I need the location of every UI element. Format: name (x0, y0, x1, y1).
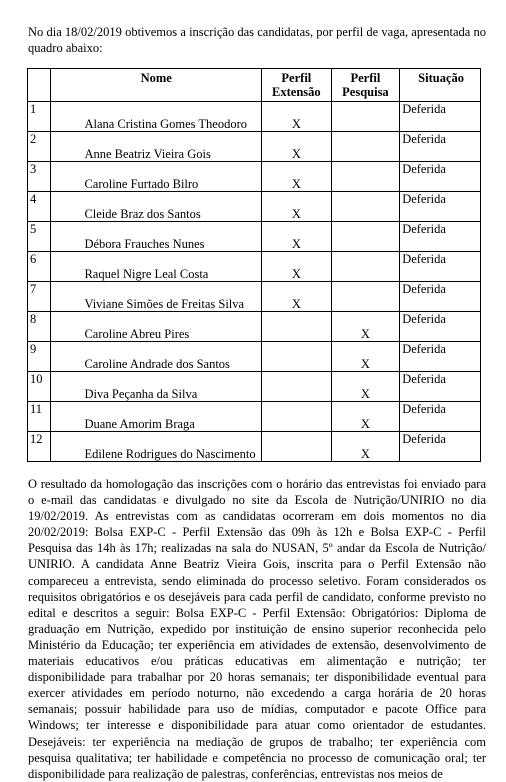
candidate-name: Raquel Nigre Leal Costa (84, 267, 209, 281)
status-cell: Deferida (400, 342, 481, 372)
research-cell (331, 192, 400, 222)
research-cell (331, 132, 400, 162)
research-mark: X (360, 387, 370, 401)
candidate-name-cell (51, 312, 262, 342)
table-row (28, 402, 481, 432)
extension-cell (262, 192, 332, 222)
status-cell: Deferida (400, 162, 481, 192)
research-mark (332, 102, 400, 117)
status-cell: Deferida (400, 222, 481, 252)
row-number: 10 (28, 372, 51, 402)
candidate-name: Edilene Rodrigues do Nascimento (84, 447, 256, 461)
row-number: 2 (28, 132, 51, 162)
extension-cell (262, 372, 332, 402)
row-number: 3 (28, 162, 51, 192)
research-mark: X (360, 357, 370, 371)
research-cell (331, 162, 400, 192)
status-cell: Deferida (400, 312, 481, 342)
extension-mark: X (291, 147, 301, 161)
candidate-name: Diva Peçanha da Silva (84, 387, 198, 401)
candidate-name-cell (51, 282, 262, 312)
row-number: 7 (28, 282, 51, 312)
research-mark (332, 282, 400, 297)
table-row (28, 282, 481, 312)
candidate-name: Caroline Abreu Pires (84, 327, 190, 341)
registration-table (27, 68, 481, 462)
extension-mark: X (291, 177, 301, 191)
research-cell (331, 312, 400, 342)
candidate-name-cell (51, 162, 262, 192)
research-mark (332, 192, 400, 207)
row-number: 4 (28, 192, 51, 222)
table-header-row (28, 69, 481, 102)
research-mark (332, 162, 400, 177)
status-cell: Deferida (400, 132, 481, 162)
candidate-name-cell (51, 192, 262, 222)
research-mark (332, 132, 400, 147)
extension-mark (262, 312, 331, 327)
extension-cell (262, 252, 332, 282)
table-row (28, 192, 481, 222)
candidate-name-cell (51, 432, 262, 462)
status-cell: Deferida (400, 282, 481, 312)
extension-mark (262, 432, 331, 447)
extension-mark: X (291, 297, 301, 311)
result-paragraph: O resultado da homologação das inscrições com o horário das entrevistas foi enviado para o e-mail das candidatas e divulgado no site da Escola de Nutrição/UNIRIO no dia 19/02/2019. As entrevistas com as candidatas ocorreram em dois momentos no dia 20/02/2019: Bolsa EXP-C - Perfil Extensão das 09h às 12h e Bolsa EXP-C - Perfil Pesquisa das 14h às 17h; realizadas na sala do NUSAN, 5º andar da Escola de Nutrição/ UNIRIO. A candidata Anne Beatriz Vieira Gois, inscrita para o Perfil Extensão não compareceu a entrevista, sendo eliminada do processo seletivo. Foram considerados os requisitos obrigatórios e os desejáveis para cada perfil de candidato, conforme previsto no edital e descritos a seguir: Bolsa EXP-C - Perfil Extensão: Obrigatórios: Diploma de graduação em Nutrição, expedido por instituição de ensino superior reconhecida pelo Ministério da Educação; ter experiência em atividades de extensão, desenvolvimento de materiais educativos e/ou práticas educativas em alimentação e nutrição; ter disponibilidade para trabalhar por 20 horas semanais; ter disponibilidade eventual para exercer atividades em período noturno, não excedendo a carga horária de 20 horas semanais; possuir habilidade para uso de mídias, computador e pacote Office para Windows; ter interesse e disponibilidade para atuar como orientador de estudantes. Desejáveis: ter experiência na mediação de grupos de trabalho; ter experiência com pesquisa qualitativa; ter habilidade e competência no processo de comunicação oral; ter disponibilidade para realização de palestras, conferências, entrevistas nos meios de (28, 477, 486, 781)
research-cell (331, 342, 400, 372)
candidate-name: Viviane Simões de Freitas Silva (84, 297, 245, 311)
table-row (28, 372, 481, 402)
row-number: 12 (28, 432, 51, 462)
candidate-name-cell (51, 402, 262, 432)
header-number (28, 69, 51, 102)
research-cell (331, 282, 400, 312)
row-number: 9 (28, 342, 51, 372)
candidate-name: Débora Frauches Nunes (84, 237, 205, 251)
header-status: Situação (400, 69, 481, 102)
extension-cell (262, 102, 332, 132)
extension-cell (262, 162, 332, 192)
research-cell (331, 432, 400, 462)
row-number: 5 (28, 222, 51, 252)
extension-cell (262, 132, 332, 162)
candidate-name: Caroline Andrade dos Santos (84, 357, 230, 371)
extension-mark: X (291, 267, 301, 281)
research-cell (331, 402, 400, 432)
table-row (28, 132, 481, 162)
candidate-name-cell (51, 102, 262, 132)
extension-cell (262, 432, 332, 462)
status-cell: Deferida (400, 432, 481, 462)
row-number: 6 (28, 252, 51, 282)
status-cell: Deferida (400, 372, 481, 402)
candidate-name: Caroline Furtado Bilro (84, 177, 199, 191)
extension-cell (262, 282, 332, 312)
research-mark: X (360, 447, 370, 461)
research-cell (331, 252, 400, 282)
candidate-name: Alana Cristina Gomes Theodoro (84, 117, 248, 131)
extension-mark: X (291, 237, 301, 251)
candidate-name-cell (51, 252, 262, 282)
status-cell: Deferida (400, 252, 481, 282)
candidate-name-cell (51, 372, 262, 402)
research-cell (331, 222, 400, 252)
header-profile-research: Perfil Pesquisa (331, 69, 400, 102)
candidate-name: Duane Amorim Braga (84, 417, 195, 431)
extension-mark (262, 342, 331, 357)
table-row (28, 222, 481, 252)
research-mark (332, 222, 400, 237)
research-mark: X (360, 327, 370, 341)
candidate-name-cell (51, 222, 262, 252)
research-cell (331, 102, 400, 132)
table-row (28, 432, 481, 462)
extension-cell (262, 342, 332, 372)
table-row (28, 312, 481, 342)
candidate-name: Anne Beatriz Vieira Gois (84, 147, 211, 161)
extension-mark (262, 402, 331, 417)
extension-mark: X (291, 117, 301, 131)
research-mark (332, 252, 400, 267)
status-cell: Deferida (400, 102, 481, 132)
header-name: Nome (51, 69, 262, 102)
research-cell (331, 372, 400, 402)
table-row (28, 102, 481, 132)
candidate-name-cell (51, 132, 262, 162)
table-row (28, 162, 481, 192)
status-cell: Deferida (400, 402, 481, 432)
table-row (28, 342, 481, 372)
row-number: 1 (28, 102, 51, 132)
row-number: 8 (28, 312, 51, 342)
extension-mark (262, 372, 331, 387)
row-number: 11 (28, 402, 51, 432)
candidate-name-cell (51, 342, 262, 372)
extension-mark: X (291, 207, 301, 221)
extension-cell (262, 402, 332, 432)
research-mark: X (360, 417, 370, 431)
candidate-name: Cleide Braz dos Santos (84, 207, 201, 221)
table-row (28, 252, 481, 282)
extension-cell (262, 312, 332, 342)
intro-text: No dia 18/02/2019 obtivemos a inscrição das candidatas, por perfil de vaga, apresentada no quadro abaixo: (28, 25, 486, 55)
extension-cell (262, 222, 332, 252)
status-cell: Deferida (400, 192, 481, 222)
header-profile-extension: Perfil Extensão (262, 69, 332, 102)
